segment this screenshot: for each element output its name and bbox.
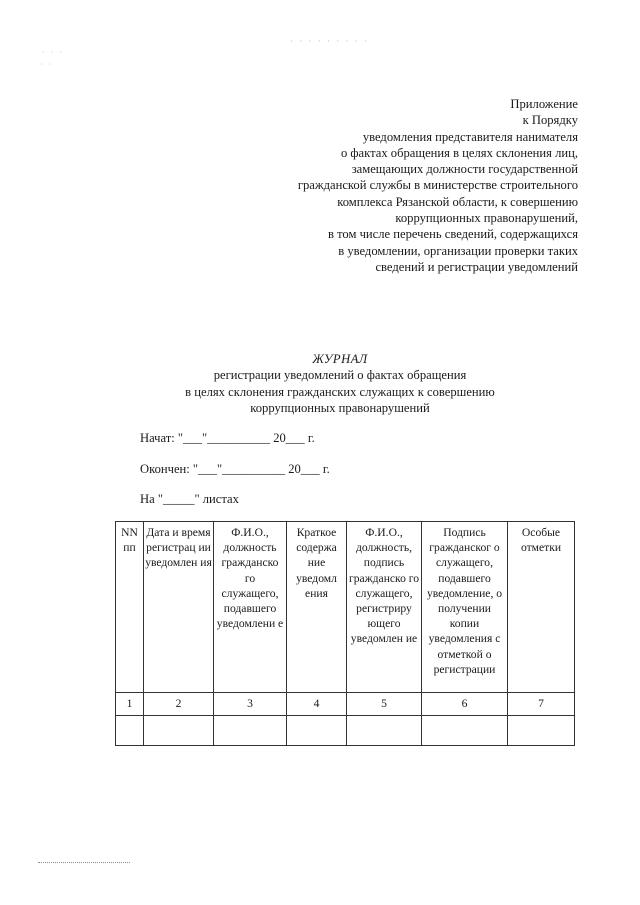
journal-heading bbox=[110, 351, 570, 416]
appendix-line: о фактах обращения в целях склонения лиц, bbox=[340, 145, 578, 160]
journal-subtitle-line: регистрации уведомлений о фактах обращения bbox=[213, 368, 467, 383]
table-header-cell: Особые отметки bbox=[508, 522, 575, 693]
table-number-row bbox=[116, 692, 575, 715]
table-header-cell: Дата и время регистрац ии уведомлен ия bbox=[144, 522, 214, 693]
footer-rule bbox=[38, 862, 130, 863]
appendix-line: уведомления представителя нанимателя bbox=[362, 129, 578, 144]
table-header-cell: Ф.И.О., должность гражданско го служащего, подавшего уведомлени е bbox=[214, 522, 287, 693]
register-table bbox=[115, 521, 575, 746]
appendix-line: к Порядку bbox=[522, 113, 578, 128]
appendix-block bbox=[248, 96, 578, 275]
table-header-cell: NN пп bbox=[116, 522, 144, 693]
column-number: 6 bbox=[422, 692, 508, 715]
table-cell bbox=[144, 715, 214, 745]
scan-noise: · · · bbox=[42, 48, 64, 57]
table-header-cell: Подпись гражданског о служащего, подавшего уведомление, о получении копии уведомления с отметкой о регистрации bbox=[422, 522, 508, 693]
appendix-line: комплекса Рязанской области, к совершению bbox=[337, 194, 578, 209]
table-cell bbox=[508, 715, 575, 745]
table-row bbox=[116, 715, 575, 745]
journal-subtitle-line: в целях склонения гражданских служащих к совершению bbox=[185, 384, 495, 399]
appendix-line: гражданской службы в министерстве строительного bbox=[297, 178, 578, 193]
appendix-line: Приложение bbox=[510, 97, 578, 111]
journal-title: ЖУРНАЛ bbox=[312, 352, 368, 366]
table-header-cell: Краткое содержа ние уведомл ения bbox=[287, 522, 347, 693]
table-cell bbox=[214, 715, 287, 745]
table-header-row bbox=[116, 522, 575, 693]
appendix-line: в том числе перечень сведений, содержащихся bbox=[327, 227, 578, 242]
field-sheets: На "_____" листах bbox=[140, 492, 239, 506]
scan-noise: · · · · · · · · · bbox=[290, 36, 369, 46]
column-number: 5 bbox=[347, 692, 422, 715]
column-number: 1 bbox=[116, 692, 144, 715]
table-header-cell: Ф.И.О., должность, подпись гражданско го служащего, регистриру ющего уведомлен ие bbox=[347, 522, 422, 693]
table-cell bbox=[347, 715, 422, 745]
table-cell bbox=[116, 715, 144, 745]
table-cell bbox=[422, 715, 508, 745]
appendix-line: в уведомлении, организации проверки таких bbox=[338, 243, 578, 258]
column-number: 2 bbox=[144, 692, 214, 715]
column-number: 3 bbox=[214, 692, 287, 715]
journal-subtitle-line: коррупционных правонарушений bbox=[250, 400, 430, 415]
column-number: 4 bbox=[287, 692, 347, 715]
appendix-line: замещающих должности государственной bbox=[351, 162, 578, 177]
table-cell bbox=[287, 715, 347, 745]
field-ended: Окончен: "___"__________ 20___ г. bbox=[140, 462, 330, 476]
appendix-line: коррупционных правонарушений, bbox=[395, 211, 578, 226]
column-number: 7 bbox=[508, 692, 575, 715]
field-started: Начат: "___"__________ 20___ г. bbox=[140, 431, 315, 445]
scan-noise: · · bbox=[40, 60, 54, 69]
appendix-line: сведений и регистрации уведомлений bbox=[375, 259, 578, 274]
